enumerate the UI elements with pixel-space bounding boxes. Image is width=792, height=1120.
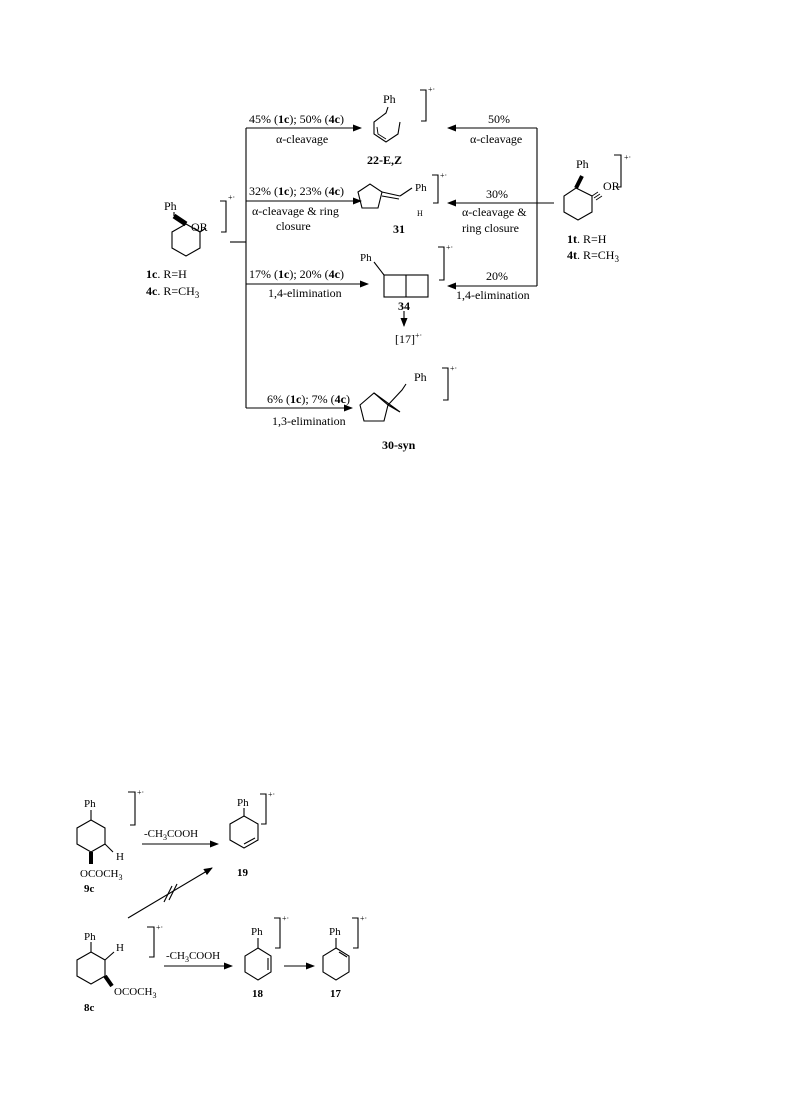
c17-label: 17 — [330, 988, 341, 1000]
c1-ph: Ph — [164, 199, 177, 213]
left-path1-yield: 45% (1c); 50% (4c) — [249, 112, 344, 126]
c1-label-1: 1c. R=H — [146, 267, 187, 281]
c2-label-1: 1t. R=H — [567, 232, 607, 246]
c9-group: $OCOCH_3$ — [80, 868, 123, 882]
right-path1-desc: α-cleavage — [470, 132, 523, 146]
product-22-structure — [374, 90, 426, 142]
p30-ph: Ph — [414, 370, 427, 384]
product-34-structure — [374, 247, 444, 326]
p31-h: H — [417, 209, 423, 218]
c8-label: 8c — [84, 1002, 95, 1014]
c9-h: H — [116, 851, 124, 863]
c19-label: 19 — [237, 867, 248, 879]
c8-h: H — [116, 942, 124, 954]
c19-ph: Ph — [237, 797, 249, 809]
right-path3-pct: 20% — [486, 269, 508, 283]
c2-or: OR — [603, 179, 620, 193]
p30-charge: +· — [450, 364, 458, 373]
c9-label: 9c — [84, 883, 95, 895]
p34-label: 34 — [398, 299, 410, 313]
right-path3-desc: 1,4-elimination — [456, 288, 530, 302]
left-path2-yield: 32% (1c); 23% (4c) — [249, 184, 344, 198]
arrow-top-label: $-CH_3COOH$ — [144, 828, 199, 842]
c1-charge: +· — [228, 193, 236, 202]
c17-charge: +· — [360, 914, 368, 923]
product-30-structure — [360, 368, 448, 421]
left-path1-desc: α-cleavage — [276, 132, 329, 146]
p17-ref: [17]+· — [395, 331, 423, 346]
c8-ph: Ph — [84, 931, 96, 943]
c8-group: $OCOCH_3$ — [114, 986, 157, 1000]
p31-charge: +· — [440, 171, 448, 180]
p34-charge: +· — [446, 243, 454, 252]
p30-label: 30-syn — [382, 438, 416, 452]
p22-label: 22-E,Z — [367, 153, 403, 167]
right-path2-desc-2: ring closure — [462, 221, 519, 235]
right-path2-desc-1: α-cleavage & — [462, 205, 527, 219]
c18-label: 18 — [252, 988, 263, 1000]
left-path2-desc-1: α-cleavage & ring — [252, 204, 339, 218]
p34-ph: Ph — [360, 252, 372, 264]
p31-ph: Ph — [415, 182, 427, 194]
left-path4-desc: 1,3-elimination — [272, 414, 346, 428]
p22-ph: Ph — [383, 92, 396, 106]
p22-charge: +· — [428, 85, 436, 94]
blocked-arrow-8c-to-19 — [128, 868, 212, 918]
p31-label: 31 — [393, 222, 405, 236]
right-path1-pct: 50% — [488, 112, 510, 126]
arrow-bottom-label: $-CH_3COOH$ — [166, 950, 221, 964]
c18-ph: Ph — [251, 926, 263, 938]
left-path3-yield: 17% (1c); 20% (4c) — [249, 267, 344, 281]
left-path3-desc: 1,4-elimination — [268, 286, 342, 300]
left-path2-desc-2: closure — [276, 219, 311, 233]
c8-charge: +· — [156, 923, 164, 932]
c2-ph: Ph — [576, 157, 589, 171]
c2-charge: +· — [624, 153, 632, 162]
c1-or: OR — [191, 220, 208, 234]
c9-charge: +· — [137, 788, 145, 797]
left-path4-yield: 6% (1c); 7% (4c) — [267, 392, 350, 406]
c17-ph: Ph — [329, 926, 341, 938]
c19-charge: +· — [268, 790, 276, 799]
c18-charge: +· — [282, 914, 290, 923]
right-path2-pct: 30% — [486, 187, 508, 201]
c1-label-2: 4c. $R=CH_3$ — [146, 284, 200, 300]
c2-label-2: 4t. $R=CH_3$ — [567, 248, 619, 264]
c9-ph: Ph — [84, 798, 96, 810]
